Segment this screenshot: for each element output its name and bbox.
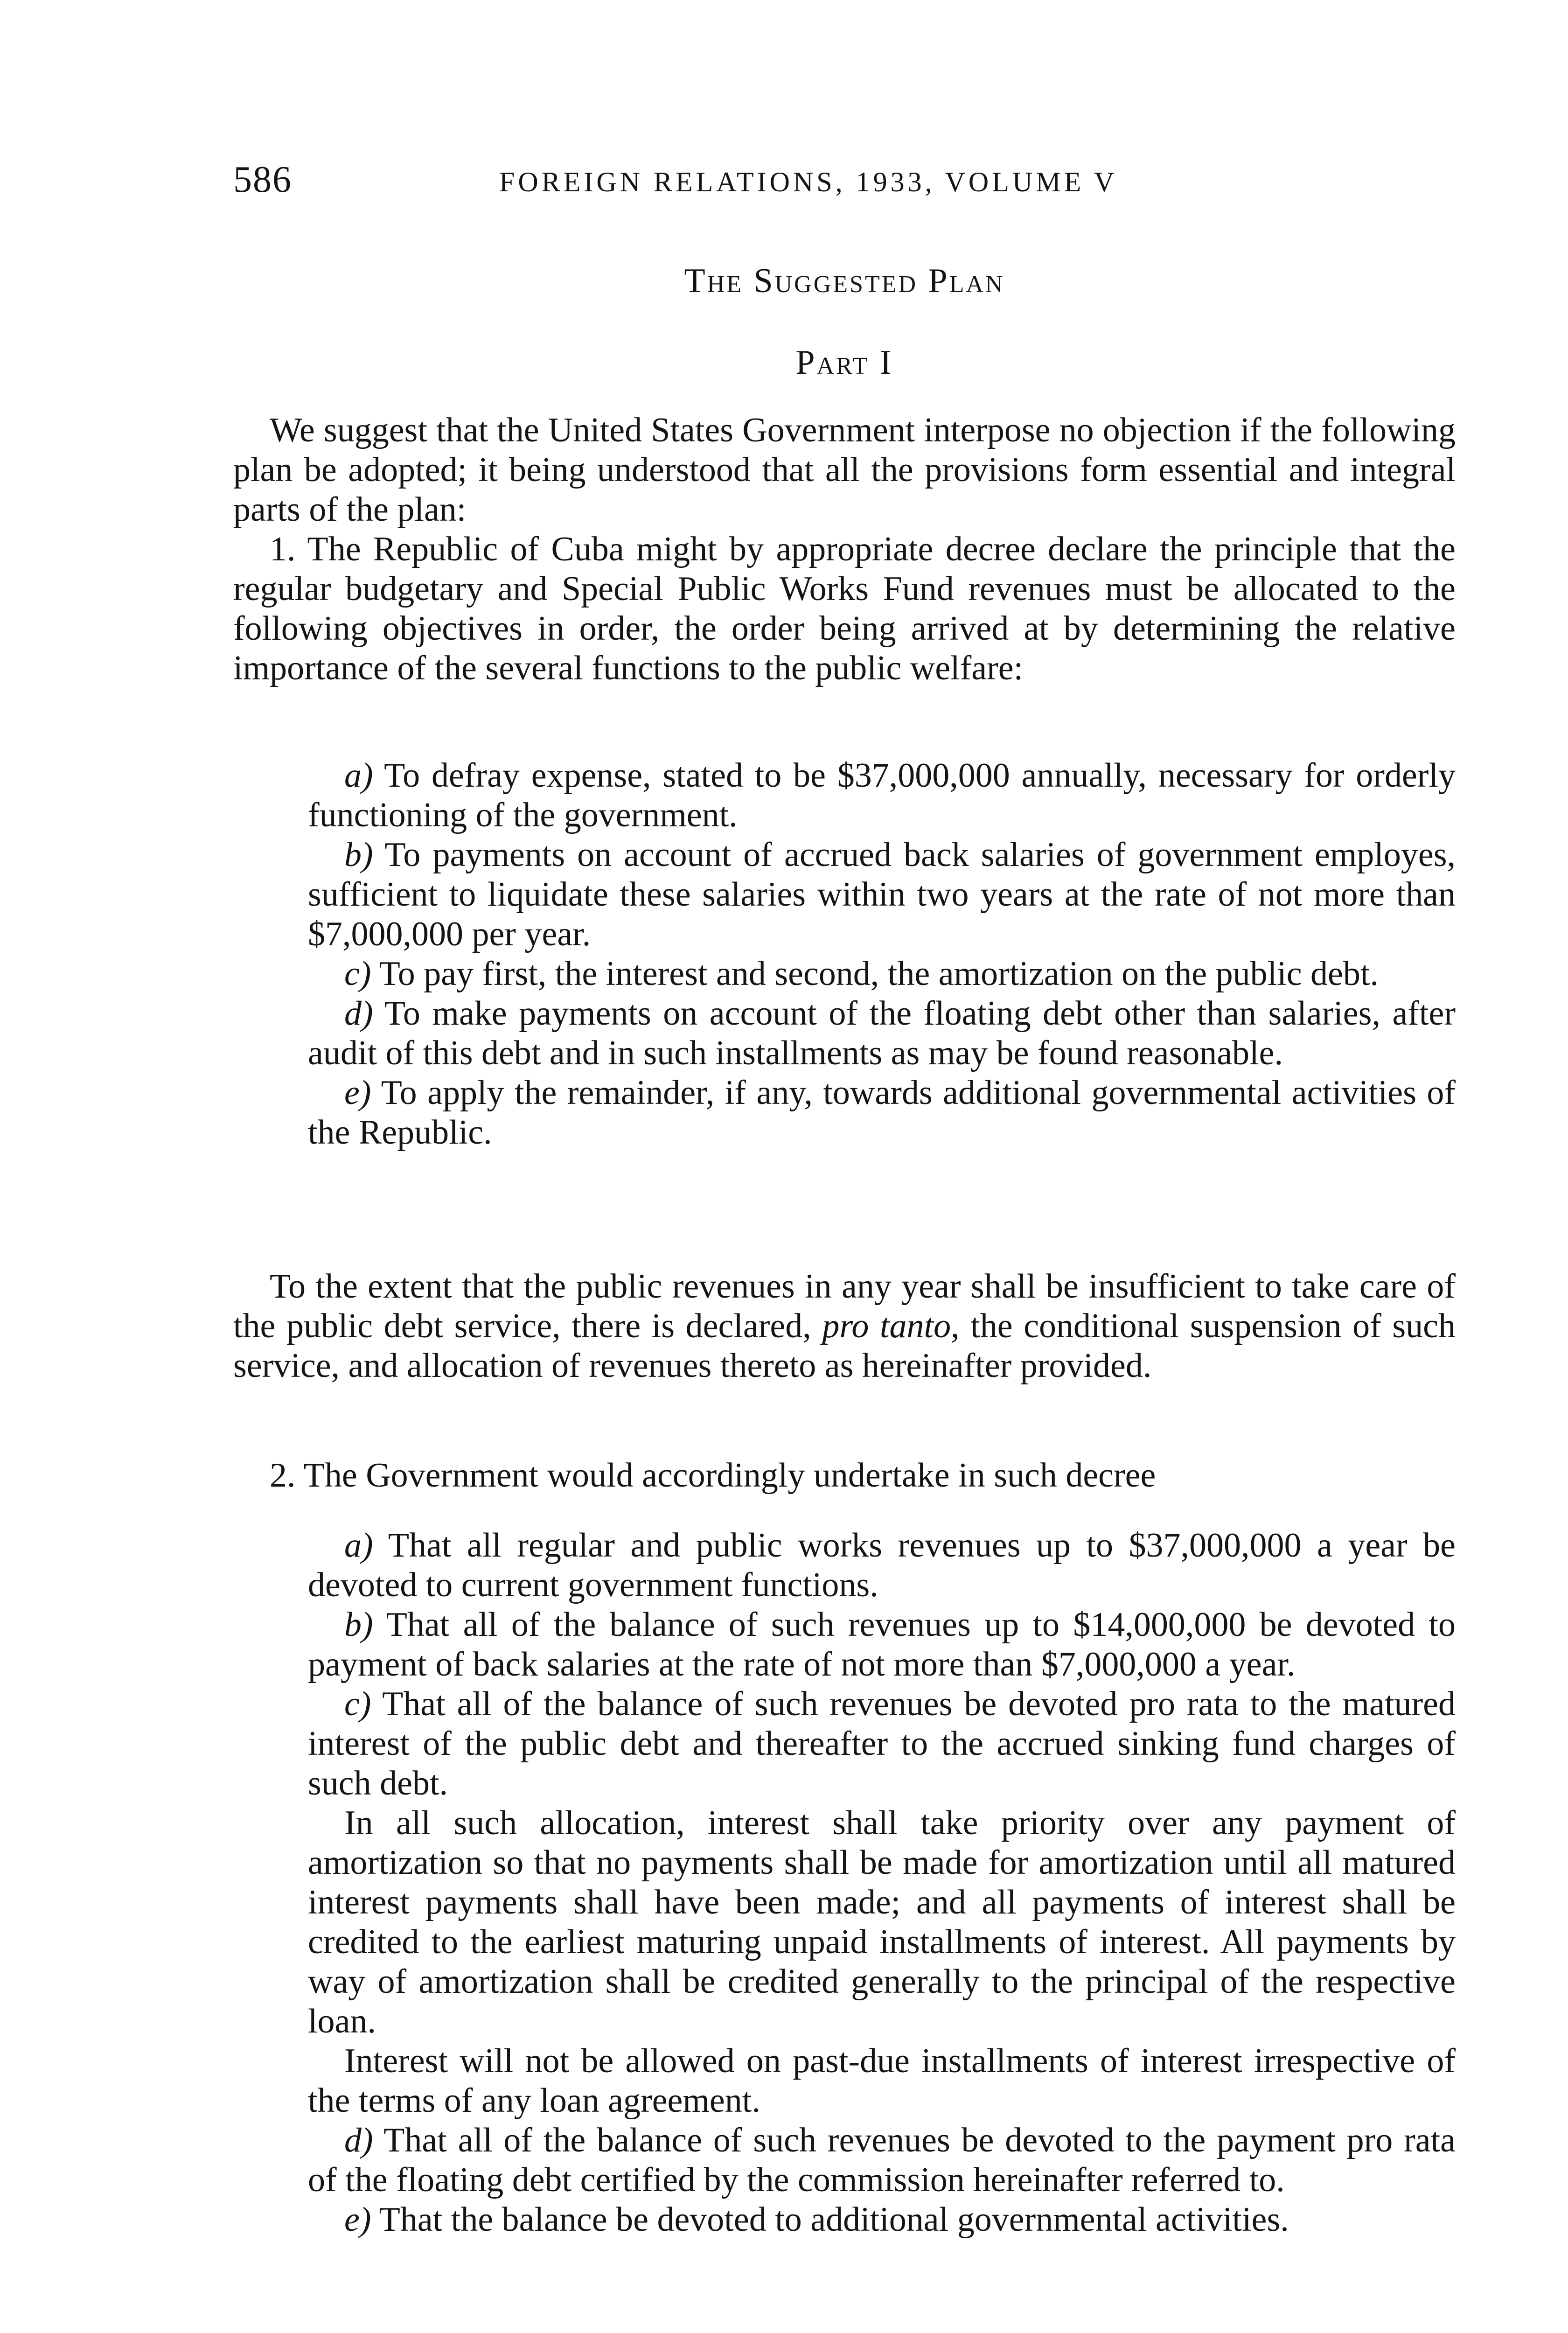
item-label: b) — [344, 1606, 373, 1644]
section-heading: The Suggested Plan — [684, 262, 1005, 300]
extent-latin-phrase: pro tanto — [822, 1307, 951, 1345]
part-heading: Part I — [795, 343, 893, 382]
running-head: FOREIGN RELATIONS, 1933, VOLUME V — [499, 167, 1118, 197]
item-label: c) — [344, 955, 371, 993]
item-label: d) — [344, 994, 373, 1033]
intro-paragraph: We suggest that the United States Government interpose no objection if the following plan be adopted; it being understood that all the provisions form essential and integral parts of the plan: — [233, 411, 1456, 529]
item-text: That all of the balance of such revenues be devoted to the payment pro rata of the floating debt certified by the commission hereinafter referred to. — [308, 2121, 1456, 2199]
decree-undertakings-list — [308, 1526, 1456, 2240]
page-header — [233, 159, 1456, 215]
list-item — [308, 1684, 1456, 1803]
item-text: That all of the balance of such revenues up to $14,000,000 be devoted to payment of back salaries at the rate of not more than $7,000,000 a year. — [308, 1606, 1456, 1683]
list-item — [308, 756, 1456, 835]
item-label: e) — [344, 1074, 371, 1112]
item-label: a) — [344, 1526, 373, 1565]
list-item — [308, 835, 1456, 954]
interest-paragraph: Interest will not be allowed on past-due installments of interest irrespective of the terms of any loan agreement. — [308, 2042, 1456, 2120]
item-text: To make payments on account of the floating debt other than salaries, after audit of this debt and in such installments as may be found reasonable. — [308, 994, 1456, 1072]
item-text: To pay first, the interest and second, the amortization on the public debt. — [379, 955, 1379, 993]
point-2-section — [233, 1456, 1456, 1495]
item-text: That all of the balance of such revenues be devoted pro rata to the matured interest of the public debt and thereafter to the accrued sinking fund charges of such debt. — [308, 1685, 1456, 1802]
list-item — [308, 994, 1456, 1073]
item-label: c) — [344, 1685, 371, 1723]
point-2-paragraph: 2. The Government would accordingly undertake in such decree — [270, 1456, 1156, 1495]
extent-text-after: , the conditional suspension of such service, and allocation of revenues thereto as hereinafter provided. — [233, 1307, 1456, 1385]
item-text: To payments on account of accrued back salaries of government employes, sufficient to liquidate these salaries within two years at the rate of not more than $7,000,000 per year. — [308, 836, 1456, 953]
list-item — [308, 2121, 1456, 2200]
list-item — [308, 1073, 1456, 1153]
item-text: That all regular and public works revenues up to $37,000,000 a year be devoted to current government functions. — [308, 1526, 1456, 1604]
list-item — [308, 1526, 1456, 1605]
allocation-objectives-list — [308, 756, 1456, 1153]
item-label: b) — [344, 836, 373, 874]
page-number: 586 — [233, 159, 292, 200]
point-1-paragraph: 1. The Republic of Cuba might by appropriate decree declare the principle that the regular budgetary and Special Public Works Fund revenues must be allocated to the following objectives in order, the order being arrived at by determining the relative importance of the several functions to the public welfare: — [233, 530, 1456, 687]
item-text: That the balance be devoted to additional governmental activities. — [379, 2200, 1289, 2239]
list-item — [308, 954, 1456, 994]
item-label: d) — [344, 2121, 373, 2159]
item-text: To apply the remainder, if any, towards additional governmental activities of the Republic. — [308, 1074, 1456, 1152]
item-label: e) — [344, 2200, 371, 2239]
item-label: a) — [344, 756, 373, 795]
item-text: To defray expense, stated to be $37,000,000 annually, necessary for orderly functioning of the government. — [308, 756, 1456, 834]
extent-paragraph — [233, 1267, 1456, 1386]
extent-section — [233, 1267, 1456, 1386]
allocation-paragraph: In all such allocation, interest shall take priority over any payment of amortization so that no payments shall be made for amortization until all matured interest payments shall have been made; and all payments of interest shall be credited to the earliest maturing unpaid installments of interest. All payments by way of amortization shall be credited generally to the principal of the respective loan. — [308, 1804, 1456, 2040]
list-item — [308, 2200, 1456, 2240]
intro-section — [233, 411, 1456, 688]
extent-text-before: To the extent that the public revenues in any year shall be insufficient to take care of the public debt service, there is declared, — [233, 1267, 1456, 1345]
list-item — [308, 1605, 1456, 1684]
